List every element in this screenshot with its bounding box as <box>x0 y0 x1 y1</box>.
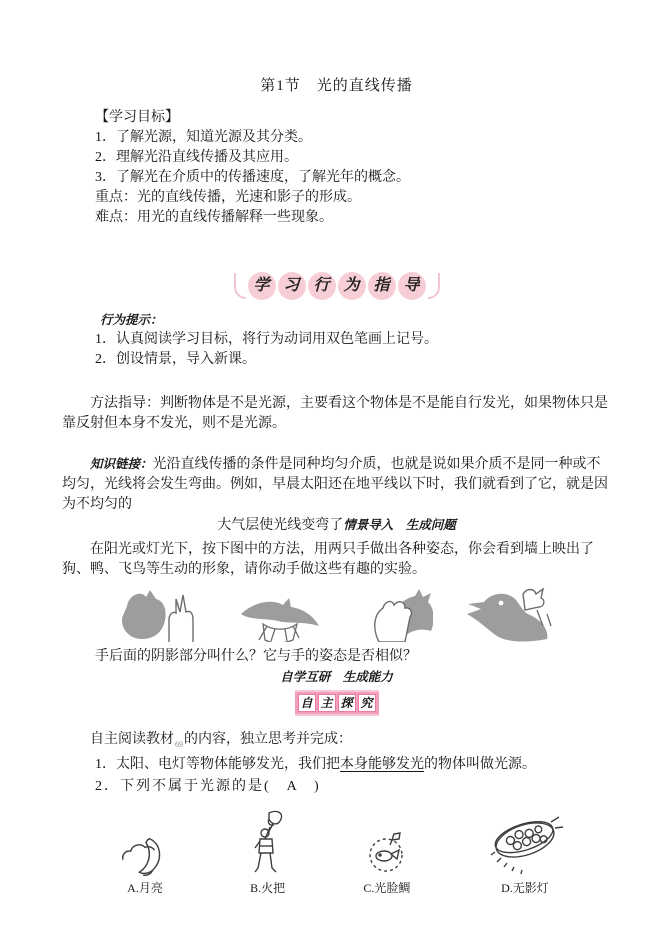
objective-item: 3．了解光在介质中的传播速度，了解光年的概念。 <box>95 170 410 185</box>
option-label: D.无影灯 <box>501 880 549 895</box>
hand-shadow-bird-icon <box>233 592 325 642</box>
flashlight-fish-icon <box>364 830 410 876</box>
textbook-page-ref: 69 <box>175 739 183 749</box>
knowledge-link-block <box>62 454 611 536</box>
guidance-badge <box>62 272 611 300</box>
badge-char: 探 <box>338 694 356 712</box>
torch-person-icon <box>247 810 289 876</box>
reading-task-suffix: 的内容，独立思考并完成： <box>184 732 352 747</box>
reading-task-prefix: 自主阅读教材 <box>90 732 174 747</box>
moon-cloud-icon <box>118 834 172 876</box>
shadow-question: 手后面的阴影部分叫什么？它与手的姿态是否相似？ <box>95 649 417 664</box>
question-1-text: 1．太阳、电灯等物体能够发光，我们把 <box>95 756 340 772</box>
badge-char: 为 <box>338 272 366 300</box>
hand-shadow-duck-icon <box>463 586 559 642</box>
answer-options <box>62 811 611 895</box>
badge-char: 导 <box>398 272 426 300</box>
badge-char: 行 <box>308 272 336 300</box>
method-guidance-paragraph: 方法指导：判断物体是不是光源，主要看这个物体是不是能自行发光，如果物体只是靠反射但本身不发光，则不是光源。 <box>62 396 608 431</box>
badge-char: 指 <box>368 272 396 300</box>
section-header-script: 自学互研 生成能力 <box>280 670 393 684</box>
objectives-header: 【学习目标】 <box>95 110 179 125</box>
badge-char: 自 <box>298 694 316 712</box>
badge-char: 主 <box>318 694 336 712</box>
option-item-d <box>485 811 565 895</box>
badge-char: 习 <box>278 272 306 300</box>
shadowless-lamp-icon <box>485 814 565 876</box>
explore-badge-band <box>295 690 379 716</box>
option-item-a <box>118 811 172 895</box>
knowledge-link-tail-line <box>62 515 611 536</box>
hand-shadow-dog-icon <box>115 586 203 642</box>
scene-intro-script-header: 情景导入 生成问题 <box>343 518 456 532</box>
knowledge-link-text: 光沿直线传播的条件是同种均匀介质，也就是说如果介质不是同一种或不均匀，光线将会发生弯曲。例如，早晨太阳还在地平线以下时，我们就看到了它，就是因为不均匀的 <box>62 457 608 512</box>
question-1-tail: 的物体叫做光源。 <box>424 756 536 772</box>
behavior-tips-block <box>62 310 611 370</box>
knowledge-link-label: 知识链接： <box>90 457 153 471</box>
learning-objectives <box>62 108 611 228</box>
tip-item: 2．创设情景，导入新课。 <box>95 352 256 367</box>
option-label: A.月亮 <box>127 880 163 895</box>
option-label: B.火把 <box>250 880 286 895</box>
reading-task <box>62 730 611 755</box>
objective-item: 1．了解光源，知道光源及其分类。 <box>95 130 312 145</box>
explore-badge <box>62 690 611 716</box>
objective-item: 2．理解光沿直线传播及其应用。 <box>95 150 298 165</box>
badge-right-arc-decoration <box>428 273 440 299</box>
behavior-tips-label: 行为提示： <box>100 313 163 327</box>
hand-shadow-wolf-icon <box>355 586 433 642</box>
hand-shadow-figures <box>62 582 611 642</box>
badge-char: 学 <box>248 272 276 300</box>
underlined-term: 本身能够发光 <box>340 756 424 772</box>
objective-item-key-point: 重点：光的直线传播，光速和影子的形成。 <box>95 190 361 205</box>
shadow-activity-paragraph: 在阳光或灯光下，按下图中的方法，用两只手做出各种姿态，你会看到墙上映出了狗、鸭、飞鸟等生动的形象，请你动手做这些有趣的实验。 <box>62 542 594 577</box>
question-1 <box>62 755 611 775</box>
badge-char: 究 <box>358 694 376 712</box>
knowledge-link-tail: 大气层使光线变弯了 <box>217 518 344 533</box>
option-label: C.光脸鲷 <box>363 880 411 895</box>
option-item-b <box>247 811 289 895</box>
option-item-c <box>363 811 410 895</box>
objective-item-difficulty: 难点：用光的直线传播解释一些现象。 <box>95 210 333 225</box>
page-title: 第1节 光的直线传播 <box>260 78 413 94</box>
question-2: 2．下列不属于光源的是( A ) <box>95 778 321 794</box>
tip-item: 1．认真阅读学习目标，将行为动词用双色笔画上记号。 <box>95 332 438 347</box>
badge-left-arc-decoration <box>234 273 246 299</box>
